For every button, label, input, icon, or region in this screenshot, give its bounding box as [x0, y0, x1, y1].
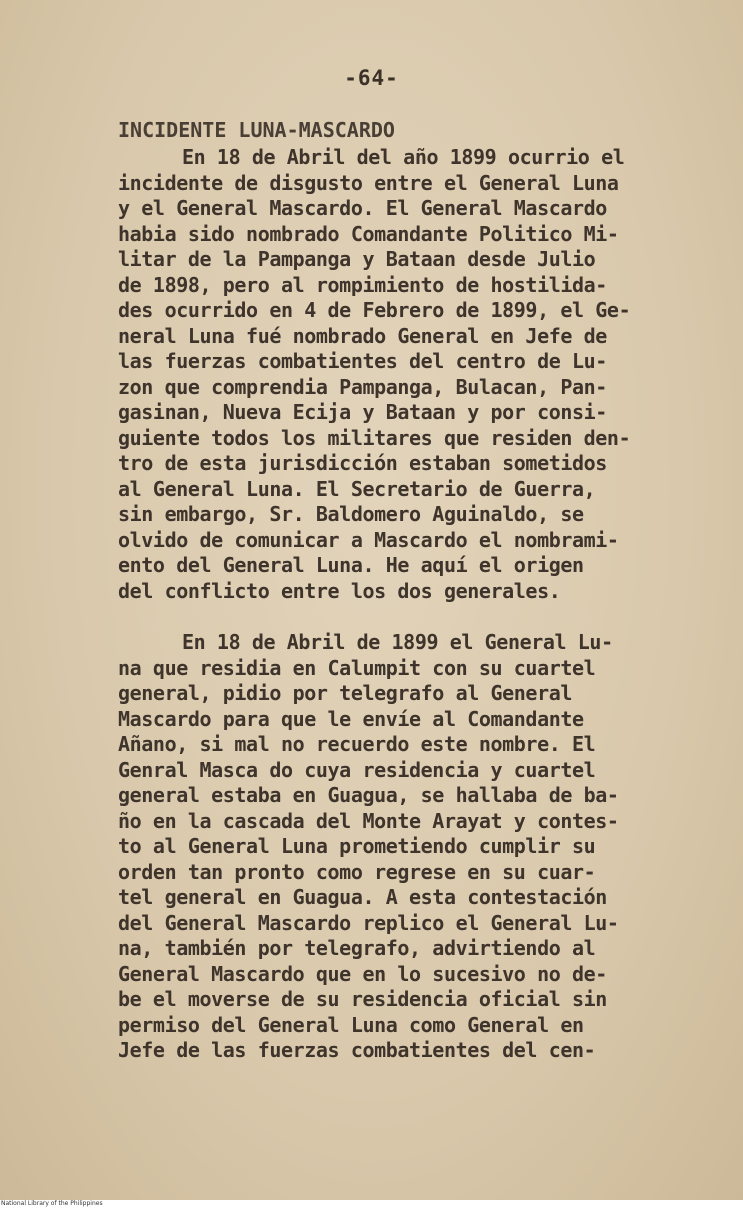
- text-line: sin embargo, Sr. Baldomero Aguinaldo, se: [118, 502, 584, 526]
- text-line: guiente todos los militares que residen den-: [118, 425, 631, 450]
- text-line: General Mascardo que en lo sucesivo no de-: [118, 961, 607, 986]
- library-credit: National Library of the Philippines: [1, 1200, 103, 1207]
- text-line: En 18 de Abril del año 1899 ocurrio el: [182, 145, 625, 169]
- text-line: be el moverse de su residencia oficial sin: [118, 987, 607, 1011]
- text-line: general, pidio por telegrafo al General: [118, 681, 572, 705]
- text-line: na, también por telegrafo, advirtiendo al: [118, 936, 596, 960]
- text-line: litar de la Pampanga y Bataan desde Julio: [118, 247, 596, 271]
- text-line: ño en la cascada del Monte Arayat y contes-: [118, 808, 619, 833]
- text-line: del conflicto entre los dos generales.: [118, 578, 561, 603]
- text-line: general estaba en Guagua, se hallaba de ba-: [118, 783, 619, 807]
- text-line: tel general en Guagua. A esta contestación: [118, 885, 607, 909]
- text-line: des ocurrido en 4 de Febrero de 1899, el Ge-: [118, 298, 631, 322]
- text-line: y el General Mascardo. El General Mascardo: [118, 196, 607, 220]
- footer-bar: [0, 1200, 743, 1208]
- paragraph-2: [118, 630, 698, 1064]
- text-line: na que residia en Calumpit con su cuartel: [118, 655, 596, 680]
- text-line: Jefe de las fuerzas combatientes del cen-: [118, 1038, 596, 1062]
- text-line: En 18 de Abril de 1899 el General Lu-: [182, 630, 613, 654]
- text-line: ento del General Luna. He aquí el origen: [118, 553, 584, 577]
- text-line: del General Mascardo replico el General Lu-: [118, 910, 619, 935]
- paragraph-1: [118, 145, 698, 604]
- text-line: zon que comprendia Pampanga, Bulacan, Pan-: [118, 374, 607, 399]
- text-line: orden tan pronto como regrese en su cuar-: [118, 859, 596, 884]
- text-line: gasinan, Nueva Ecija y Bataan y por consi-: [118, 400, 607, 424]
- text-line: olvido de comunicar a Mascardo el nombrami-: [118, 527, 619, 552]
- text-line: to al General Luna prometiendo cumplir su: [118, 834, 596, 858]
- text-line: incidente de disgusto entre el General Luna: [118, 170, 619, 195]
- text-line: neral Luna fué nombrado General en Jefe de: [118, 323, 607, 348]
- text-line: Genral Masca do cuya residencia y cuartel: [118, 757, 596, 782]
- text-line: Añano, si mal no recuerdo este nombre. El: [118, 732, 596, 756]
- section-heading: INCIDENTE LUNA-MASCARDO: [118, 118, 395, 142]
- text-line: tro de esta jurisdicción estaban sometidos: [118, 451, 607, 475]
- text-line: al General Luna. El Secretario de Guerra,: [118, 476, 596, 501]
- page-number: -64-: [344, 66, 399, 90]
- text-line: las fuerzas combatientes del centro de Lu-: [118, 349, 607, 373]
- text-line: Mascardo para que le envíe al Comandante: [118, 706, 584, 731]
- text-line: de 1898, pero al rompimiento de hostilida-: [118, 272, 607, 297]
- text-line: habia sido nombrado Comandante Politico Mi-: [118, 221, 619, 246]
- text-line: permiso del General Luna como General en: [118, 1012, 584, 1037]
